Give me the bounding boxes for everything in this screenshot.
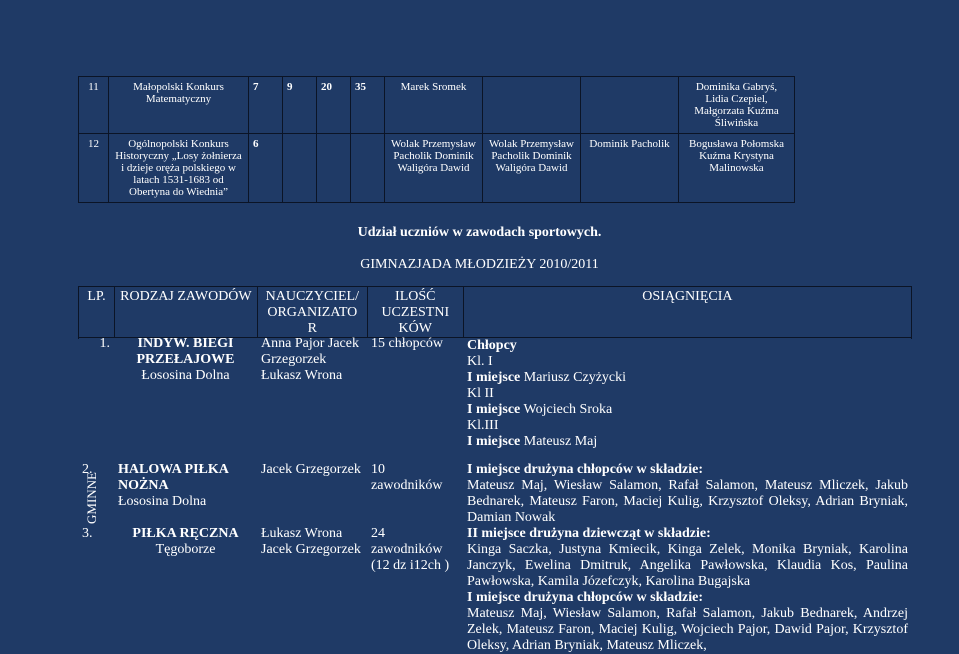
teacher-cell: Jacek Grzegorzek — [261, 462, 361, 477]
result-heading: Chłopcy — [467, 338, 517, 353]
row-lp: 2. — [82, 462, 93, 477]
count-cell: 15 chłopców — [371, 336, 443, 351]
row-number: 11 — [79, 77, 109, 134]
header-result: OSIĄGNIĘCIA — [463, 287, 911, 338]
table-row — [79, 134, 795, 203]
event-place: Łososina Dolna — [118, 494, 207, 509]
header-lp: LP. — [79, 287, 115, 338]
event-type — [114, 336, 257, 454]
count-cell — [283, 134, 317, 203]
result-cell — [463, 526, 912, 654]
result-cell — [463, 454, 912, 526]
team-members: Mateusz Maj, Wiesław Salamon, Rafał Salamon, Mateusz Mliczek, Jakub Bednarek, Mateusz Faron, Maciej Kulig, Krzysztof Oleksy, Adrian Bryniak, Damian Nowak — [467, 478, 908, 525]
contest-results-table — [78, 76, 795, 203]
teacher-cell: Łukasz Wrona Jacek Grzegorzek — [261, 526, 361, 557]
event-name: INDYW. BIEGI PRZEŁAJOWE — [136, 336, 235, 367]
result-heading: I miejsce drużyna chłopców w składzie: — [467, 462, 704, 477]
result-heading: I miejsce drużyna chłopców w składzie: — [467, 590, 704, 605]
competition-title: GIMNAZJADA MŁODZIEŻY 2010/2011 — [360, 257, 599, 272]
table-row — [78, 336, 912, 454]
result-cell — [463, 336, 912, 454]
participants-cell: Wolak Przemysław Pacholik Dominik Waligóra Dawid — [385, 134, 483, 203]
event-place: Łososina Dolna — [141, 368, 230, 383]
table-header-row — [79, 287, 912, 338]
count-cell: 20 — [317, 77, 351, 134]
class-label: Kl. I — [467, 354, 493, 369]
result-line: I miejsce Mateusz Maj — [467, 434, 598, 449]
result-line: I miejsce Wojciech Sroka — [467, 402, 613, 417]
contest-name: Ogólnopolski Konkurs Historyczny „Losy żołnierza i dzieje oręża polskiego w latach 1531-1683 od Obertyna do Wiednia” — [109, 134, 249, 203]
result-line: I miejsce Mariusz Czyżycki — [467, 370, 627, 385]
class-label: Kl II — [467, 386, 494, 401]
participants-cell: Dominik Pacholik — [581, 134, 679, 203]
participants-cell — [483, 77, 581, 134]
event-name: PIŁKA RĘCZNA — [132, 526, 239, 541]
count-cell: 24 zawodników (12 dz i12ch ) — [371, 526, 450, 573]
row-lp: 3. — [82, 526, 93, 541]
event-type — [114, 526, 257, 654]
participants-cell: Wolak Przemysław Pacholik Dominik Waligóra Dawid — [483, 134, 581, 203]
teachers-cell: Bogusława Połomska Kuźma Krystyna Malinowska — [679, 134, 795, 203]
section-heading: Udział uczniów w zawodach sportowych. — [357, 225, 602, 240]
count-cell: 9 — [283, 77, 317, 134]
count-cell: 35 — [351, 77, 385, 134]
sports-results-table — [78, 286, 912, 338]
count-cell: 6 — [249, 134, 283, 203]
event-type — [114, 454, 257, 526]
team-members: Kinga Saczka, Justyna Kmiecik, Kinga Zelek, Monika Bryniak, Karolina Janczyk, Ewelina Dmitruk, Angelika Pawłowska, Klaudia Kos, Paulina Pawłowska, Kamila Józefczyk, Karolina Bugajska — [467, 542, 908, 589]
header-type: RODZAJ ZAWODÓW — [114, 287, 257, 338]
row-lp: 1. — [99, 336, 110, 351]
count-cell: 7 — [249, 77, 283, 134]
count-cell — [351, 134, 385, 203]
class-label: Kl.III — [467, 418, 499, 433]
participants-cell: Marek Sromek — [385, 77, 483, 134]
team-members: Mateusz Maj, Wiesław Salamon, Rafał Salamon, Jakub Bednarek, Andrzej Zelek, Mateusz Faron, Maciej Kulig, Wojciech Pajor, Dawid Pajor, Krzysztof Oleksy, Adrian Bryniak, Mateusz Mliczek, — [467, 606, 908, 653]
event-place: Tęgoborze — [155, 542, 216, 557]
participants-cell — [581, 77, 679, 134]
teachers-cell: Dominika Gabryś, Lidia Czepiel, Małgorzata Kuźma Śliwińska — [679, 77, 795, 134]
header-count: ILOŚĆ UCZESTNI KÓW — [367, 287, 463, 338]
table-row — [79, 77, 795, 134]
count-cell: 10 zawodników — [371, 462, 443, 493]
event-name: HALOWA PIŁKA NOŻNA — [118, 462, 229, 493]
result-heading: II miejsce drużyna dziewcząt w składzie: — [467, 526, 711, 541]
table-row — [78, 526, 912, 654]
group-label: GMINNE — [84, 472, 99, 524]
table-row — [78, 454, 912, 526]
count-cell — [317, 134, 351, 203]
header-teacher: NAUCZYCIEL/ ORGANIZATO R — [257, 287, 367, 338]
sports-results-body — [78, 336, 912, 654]
teacher-cell: Anna Pajor Jacek Grzegorzek Łukasz Wrona — [261, 336, 359, 383]
contest-name: Małopolski Konkurs Matematyczny — [109, 77, 249, 134]
row-number: 12 — [79, 134, 109, 203]
